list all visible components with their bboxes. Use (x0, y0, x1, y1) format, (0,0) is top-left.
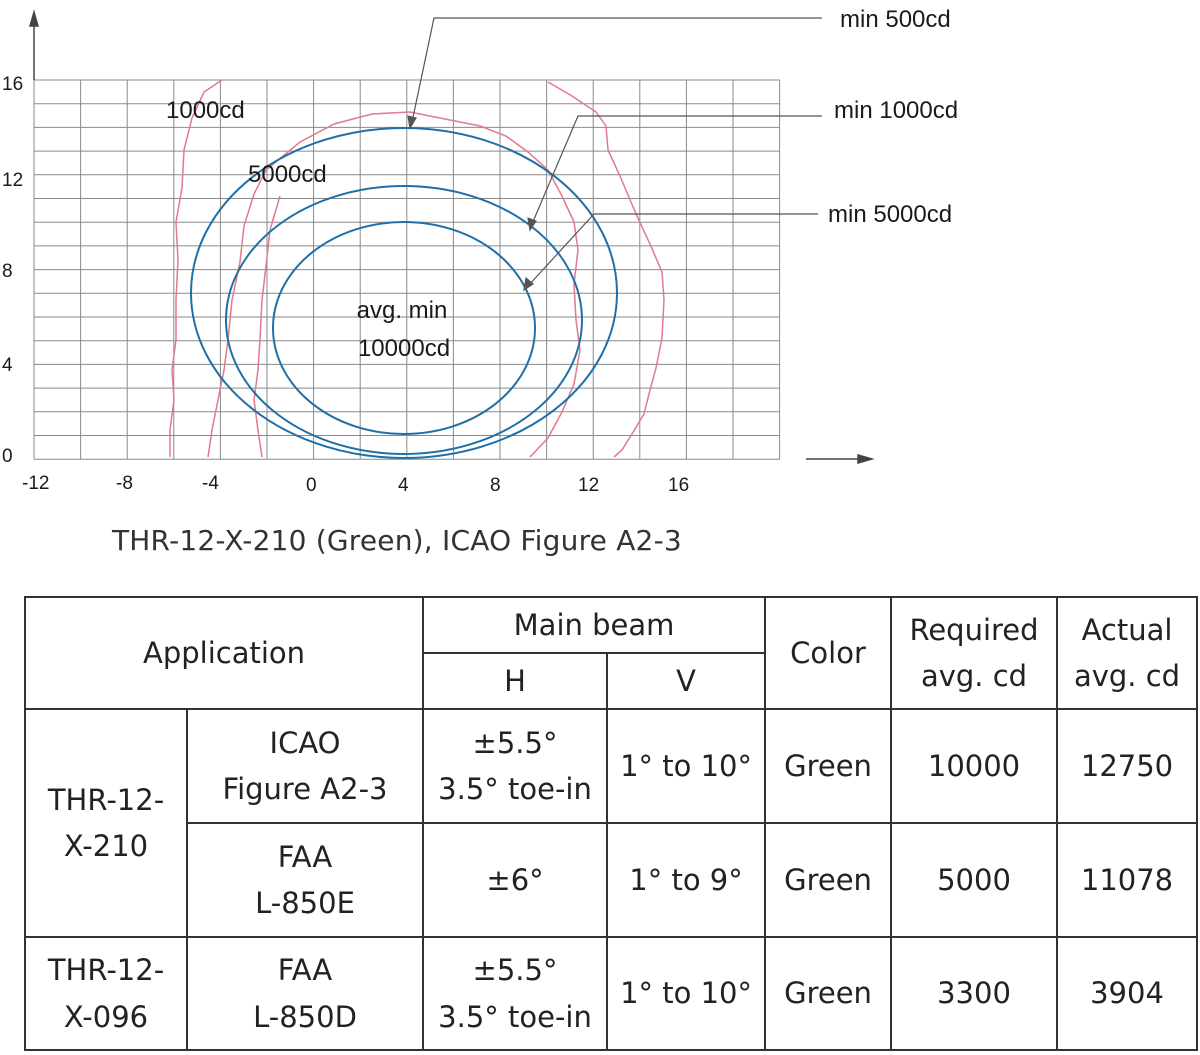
h-line1: ±5.5° (472, 953, 558, 988)
measured-contour-outer (170, 80, 664, 457)
standard-line2: Figure A2-3 (222, 772, 388, 806)
v-cell: 1° to 10° (607, 937, 765, 1050)
leader-min-500cd (412, 18, 822, 122)
h-cell (423, 709, 607, 823)
group-line1: THR-12- (47, 782, 165, 817)
avg-min-label-line1: avg. min (356, 297, 448, 324)
arrow-min-500cd (408, 116, 416, 128)
contour-label-1000cd: 1000cd (166, 97, 245, 124)
v-cell: 1° to 10° (607, 709, 765, 823)
h-cell (423, 937, 607, 1050)
actual-cell: 12750 (1057, 709, 1197, 823)
header-actual (1057, 597, 1197, 709)
color-cell: Green (765, 937, 891, 1050)
standard-cell (187, 937, 423, 1050)
ellipse-min-5000cd (273, 222, 535, 434)
y-tick-label: 16 (2, 74, 24, 95)
header-h: H (423, 653, 607, 709)
header-application: Application (25, 597, 423, 709)
y-tick-label: 0 (2, 446, 13, 467)
contour-label-5000cd: 5000cd (248, 161, 327, 188)
header-required-line2: avg. cd (920, 659, 1028, 693)
standard-line1: FAA (277, 953, 333, 988)
x-tick-label: -12 (22, 473, 50, 494)
x-tick-label: 0 (306, 475, 317, 496)
standard-line2: L-850E (255, 886, 355, 920)
group-line2: X-096 (63, 999, 149, 1034)
group-line2: X-210 (63, 829, 149, 863)
x-tick-labels (22, 473, 689, 496)
group-cell (25, 937, 187, 1050)
x-tick-label: -8 (116, 473, 133, 494)
callout-min-5000cd: min 5000cd (828, 201, 953, 228)
v-cell: 1° to 9° (607, 823, 765, 937)
actual-cell: 3904 (1057, 937, 1197, 1050)
x-tick-label: 12 (578, 475, 600, 496)
standard-line1: FAA (277, 839, 333, 874)
h-cell: ±6° (423, 823, 607, 937)
header-required (891, 597, 1057, 709)
required-cell: 5000 (891, 823, 1057, 937)
table-row (25, 823, 1197, 937)
callout-min-1000cd: min 1000cd (834, 97, 959, 124)
standard-line1: ICAO (269, 725, 341, 760)
isocandela-diagram (0, 0, 1200, 520)
x-tick-label: 4 (398, 475, 409, 496)
h-line2: 3.5° toe-in (438, 999, 592, 1034)
grid (34, 80, 780, 459)
header-main-beam: Main beam (423, 597, 765, 653)
x-axis-arrow (806, 455, 872, 463)
standard-cell (187, 823, 423, 937)
x-tick-label: -4 (202, 473, 219, 494)
color-cell: Green (765, 823, 891, 937)
color-cell: Green (765, 709, 891, 823)
group-line1: THR-12- (47, 953, 165, 988)
header-color: Color (765, 597, 891, 709)
header-actual-line2: avg. cd (1073, 659, 1181, 693)
spec-table (24, 596, 1198, 1051)
y-tick-label: 12 (2, 170, 24, 191)
y-axis-arrow (30, 12, 38, 80)
standard-cell (187, 709, 423, 823)
y-tick-labels (2, 74, 23, 467)
x-tick-label: 16 (668, 475, 690, 496)
y-tick-label: 8 (2, 261, 13, 282)
required-cell: 3300 (891, 937, 1057, 1050)
figure-caption: THR-12-X-210 (Green), ICAO Figure A2-3 (112, 524, 682, 557)
h-line1: ±5.5° (472, 725, 558, 760)
required-cell: 10000 (891, 709, 1057, 823)
leader-min-1000cd (532, 116, 822, 224)
arrow-min-5000cd (524, 278, 533, 290)
y-tick-label: 4 (2, 355, 13, 376)
actual-cell: 11078 (1057, 823, 1197, 937)
callout-min-500cd: min 500cd (840, 6, 951, 33)
header-row (25, 597, 1197, 653)
table-row (25, 709, 1197, 823)
header-required-line1: Required (909, 612, 1039, 647)
standard-line2: L-850D (253, 999, 357, 1034)
group-cell (25, 709, 187, 937)
x-tick-label: 8 (490, 475, 501, 496)
table-row (25, 937, 1197, 1050)
avg-min-label-line2: 10000cd (357, 335, 451, 362)
header-v: V (607, 653, 765, 709)
h-line2: 3.5° toe-in (438, 772, 592, 806)
header-actual-line1: Actual (1081, 612, 1173, 647)
